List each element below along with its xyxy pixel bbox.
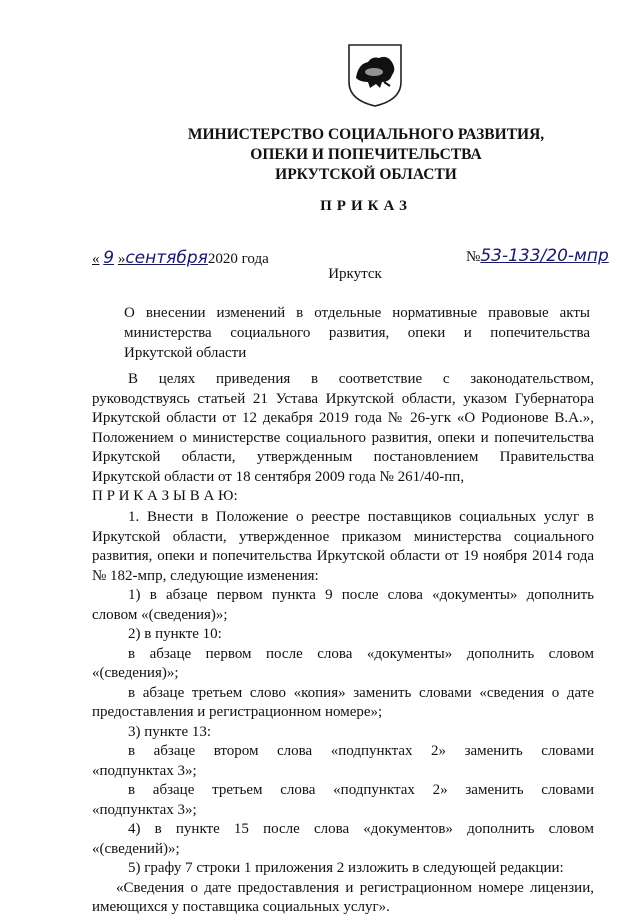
subject-line: Иркутской области (124, 345, 247, 361)
ministry-name-line-3: ИРКУТСКОЙ ОБЛАСТИ (275, 166, 457, 183)
item-line: в абзаце третьем слово «копия» заменить словами «сведения о дате (128, 684, 594, 701)
item-line: «Сведения о дате предоставления и регистрационном номере лицензии, (116, 879, 594, 896)
order-word: П Р И К А З Ы В А Ю: (92, 488, 238, 504)
preamble-line: Положением о министерстве социального развития, опеки и попечительства (92, 429, 594, 446)
item-line: в абзаце третьем слова «подпунктах 2» заменить словами (128, 782, 594, 798)
date-day: 9 (103, 248, 115, 268)
date-month: сентября (125, 248, 208, 268)
document-city: Иркутск (328, 266, 382, 282)
item-line: 1) в абзаце первом пункта 9 после слова «документы» дополнить (128, 587, 594, 603)
item-line: № 182-мпр, следующие изменения: (92, 567, 319, 584)
item-line: предоставления и регистрационном номере»; (92, 704, 383, 720)
date-close-quote: » (117, 251, 126, 267)
item-line: 5) графу 7 строки 1 приложения 2 изложить в следующей редакции: (128, 860, 564, 876)
item-line: в абзаце первом после слова «документы» дополнить словом (128, 645, 594, 662)
ministry-name-line-1: МИНИСТЕРСТВО СОЦИАЛЬНОГО РАЗВИТИЯ, (187, 126, 545, 143)
item-line: имеющихся у поставщика социальных услуг». (92, 899, 390, 915)
ministry-name-line-2: ОПЕКИ И ПОПЕЧИТЕЛЬСТВА (250, 146, 482, 163)
preamble (92, 370, 594, 507)
document-date (92, 248, 269, 268)
item-line: «подпунктах 3»; (92, 801, 197, 818)
preamble-line: Иркутской области от 12 декабря 2019 года № 26-угк «О Родионове В.А.», (92, 410, 594, 426)
item-line: словом «(сведения)»; (92, 606, 228, 623)
item-line: 1. Внести в Положение о реестре поставщиков социальных услуг в (128, 509, 594, 525)
item-line: 2) в пункте 10: (128, 626, 222, 642)
item-line: «(сведений)»; (92, 840, 180, 857)
date-year: 2020 года (207, 251, 269, 267)
item-line: Иркутской области, утвержденное приказом министерства социального (92, 528, 594, 545)
preamble-line: В целях приведения в соответствие с законодательством, (128, 371, 594, 387)
item-line: 3) пункте 13: (128, 723, 212, 740)
number-prefix: № (466, 249, 481, 265)
preamble-line: Иркутской области, утвержденным постановлением Правительства (92, 449, 594, 465)
item-line: «(сведения)»; (92, 665, 179, 681)
item-line: развития, опеки и попечительства Иркутской области от 19 ноября 2014 года (92, 548, 594, 564)
item-line: в абзаце втором слова «подпунктах 2» заменить словами (128, 743, 594, 759)
number-value: 53-133/20-мпр (480, 246, 609, 266)
document-title: ПРИКАЗ (320, 198, 412, 214)
preamble-line: Иркутской области от 18 сентября 2009 года № 261/40-пп, (92, 468, 465, 485)
item-line: «подпунктах 3»; (92, 762, 197, 779)
document-number (466, 246, 609, 266)
subject-line: О внесении изменений в отдельные нормативные правовые акты (124, 305, 590, 321)
order-items (92, 508, 594, 918)
coat-of-arms-icon (346, 42, 404, 108)
document-subject (124, 303, 590, 363)
date-open-quote: « (92, 251, 100, 267)
subject-line: министерства социального развития, опеки и попечительства (124, 325, 590, 341)
item-line: 4) в пункте 15 после слова «документов» дополнить словом (128, 821, 594, 837)
preamble-line: руководствуясь статьей 21 Устава Иркутской области, указом Губернатора (92, 390, 594, 407)
